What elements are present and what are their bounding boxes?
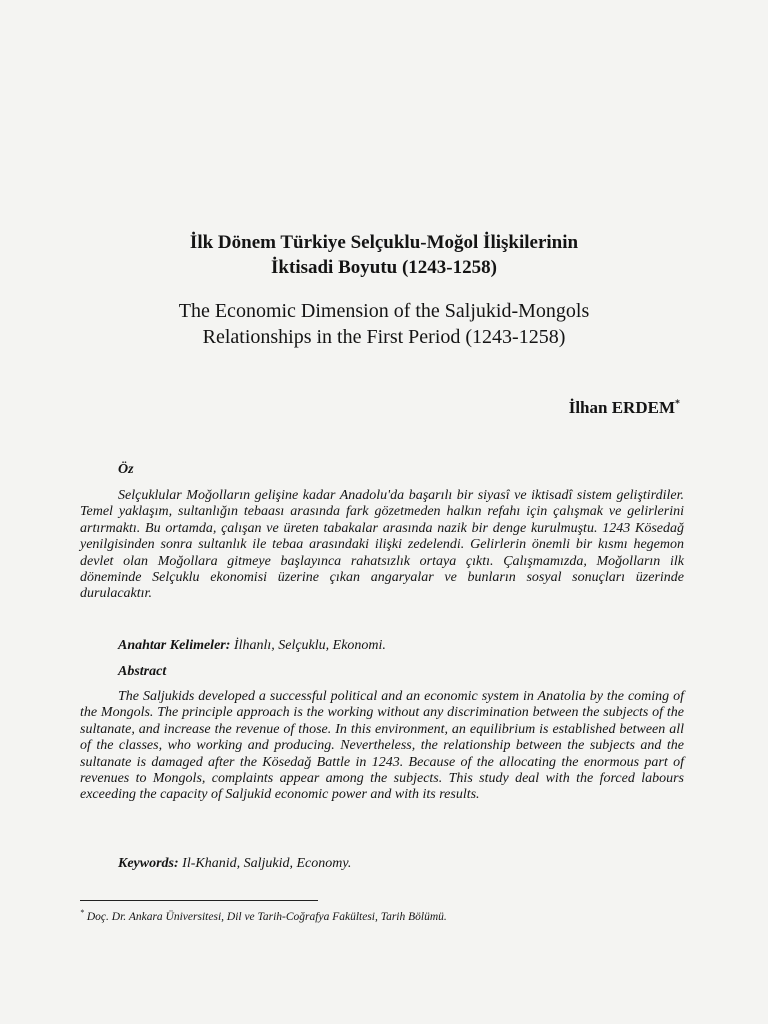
oz-heading: Öz xyxy=(118,462,134,477)
abstract-paragraph: The Saljukids developed a successful political and an economic system in Anatolia by the coming of the Mongols. The principle approach is the working without any discrimination between the subjects of the sultanate, and increase the revenue of those. In this environment, an equilibrium is established between all of the classes, who working and producing. Nevertheless, the relationship between the subjects and the sultanate is damaged after the Kösedağ Battle in 1243. Because of the allocating the enormous part of revenues to Mongols, complaints appear among the subjects. This study deal with the forced labours exceeding the capacity of Saljukid economic power and with its results. xyxy=(80,689,684,803)
turkish-keywords-value: İlhanlı, Selçuklu, Ekonomi. xyxy=(233,638,386,653)
author-footnote xyxy=(80,908,447,923)
author-name xyxy=(569,398,680,418)
oz-paragraph: Selçuklular Moğolların gelişine kadar Anadolu'da başarılı bir siyasî ve iktisadî sistem geliştirdiler. Temel yaklaşım, sultanlığın tebaası arasında fark gözetmeden halkın refahı için çalışmak ve gelirlerini artırmaktı. Bu ortamda, çalışan ve üreten tabakalar arasında nazik bir denge kurulmuştu. 1243 Kösedağ yenilgisinden sonra sultanlık ile tebaa arasındaki ilişki zedelendi. Gelirlerin önemli bir kısmı hegemon devlet olan Moğollara gitmeye başlayınca rahatsızlık ortaya çıktı. Çalışmamızda, Moğolların ilk döneminde Selçuklu ekonomisi üzerine çıkan angaryalar ve bunların sosyal sonuçları üzerinde durulacaktır. xyxy=(80,488,684,602)
english-title-line-1: The Economic Dimension of the Saljukid-Mongols xyxy=(178,300,590,322)
footnote-text: Doç. Dr. Ankara Üniversitesi, Dil ve Tarih-Coğrafya Fakültesi, Tarih Bölümü. xyxy=(86,910,447,923)
turkish-title-line-2: İktisadi Boyutu (1243-1258) xyxy=(271,257,497,278)
author-footnote-mark: * xyxy=(675,398,680,410)
abstract-heading: Abstract xyxy=(118,664,167,679)
turkish-title-line-1: İlk Dönem Türkiye Selçuklu-Moğol İlişkilerinin xyxy=(189,232,579,253)
author-name-text: İlhan ERDEM xyxy=(568,398,675,417)
english-title-line-2: Relationships in the First Period (1243-1258) xyxy=(202,326,566,348)
turkish-title xyxy=(60,230,708,280)
turkish-keywords-label: Anahtar Kelimeler: xyxy=(118,638,231,653)
turkish-keywords xyxy=(118,638,386,654)
english-keywords xyxy=(118,856,351,872)
footnote-rule xyxy=(80,900,318,901)
footnote-mark: * xyxy=(80,908,84,917)
english-title xyxy=(60,298,708,350)
english-keywords-label: Keywords: xyxy=(118,856,179,871)
english-keywords-value: Il-Khanid, Saljukid, Economy. xyxy=(182,856,352,871)
